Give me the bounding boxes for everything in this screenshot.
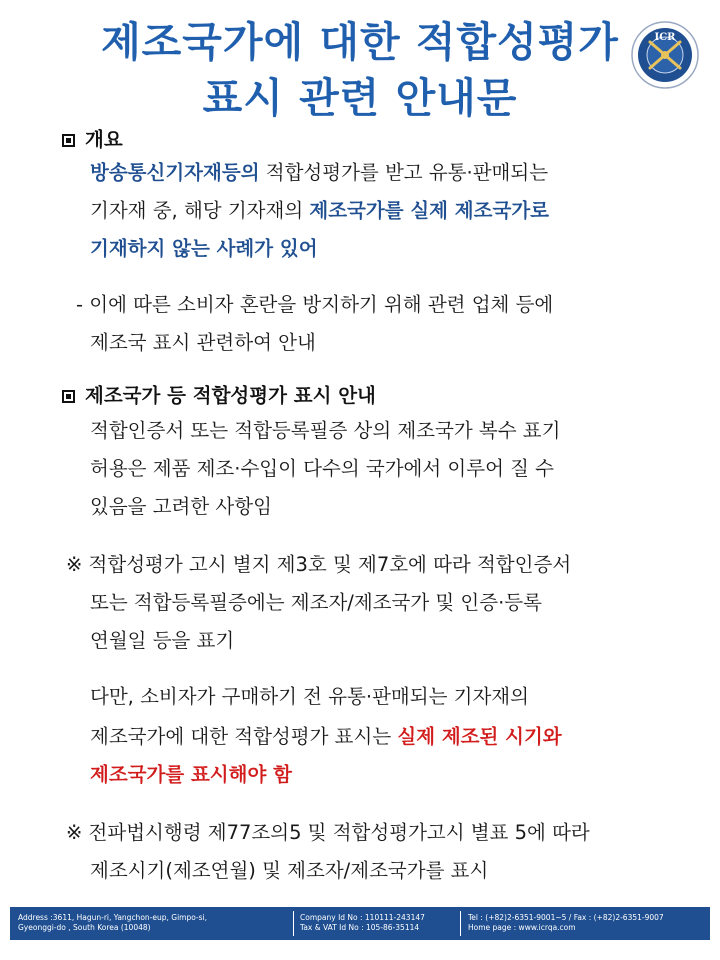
note2-line-2: 제조시기(제조연월) 및 제조자/제조국가를 표시 <box>90 859 489 882</box>
footer-company-ids: Company Id No : 110111-243147 Tax & VAT Id No : 105-86-35114 <box>300 913 425 932</box>
footer-divider <box>293 911 294 936</box>
footer-address: Address :3611, Hagun-ri, Yangchon-eup, Gimpo-si, Gyeonggi-do , South Korea (10048) <box>18 913 208 932</box>
icr-logo <box>630 20 700 90</box>
overview-sub-line-2: 제조국 표시 관련하여 안내 <box>90 331 316 354</box>
note1-line-2: 또는 적합등록필증에는 제조자/제조국가 및 인증·등록 <box>90 591 542 614</box>
square-bullet-icon <box>62 134 75 147</box>
however-line-2: 제조국가에 대한 적합성평가 표시는 실제 제조된 시기와 <box>90 725 562 748</box>
overview-line-3: 기재하지 않는 사례가 있어 <box>90 237 318 260</box>
logo-text: ICR <box>654 32 676 43</box>
however-line-3: 제조국가를 표시해야 함 <box>90 763 292 786</box>
overview-line-2: 기자재 중, 해당 기자재의 제조국가를 실제 제조국가로 <box>90 199 549 222</box>
footer-divider <box>460 911 461 936</box>
note1-line-1: ※ 적합성평가 고시 별지 제3호 및 제7호에 따라 적합인증서 <box>66 553 572 576</box>
section-heading-guide: 제조국가 등 적합성평가 표시 안내 <box>62 383 376 409</box>
guide-line-1: 적합인증서 또는 적합등록필증 상의 제조국가 복수 표기 <box>90 419 561 442</box>
homepage-link[interactable]: Home page : www.icrqa.com <box>468 923 576 932</box>
guide-line-2: 허용은 제품 제조·수입이 다수의 국가에서 이루어 질 수 <box>90 457 555 480</box>
however-line-1: 다만, 소비자가 구매하기 전 유통·판매되는 기자재의 <box>90 685 529 708</box>
page-title <box>0 14 720 126</box>
guide-line-3: 있음을 고려한 사항임 <box>90 495 272 518</box>
title-line-2: 표시 관련 안내문 <box>202 74 518 122</box>
square-bullet-icon <box>62 390 75 403</box>
title-line-1: 제조국가에 대한 적합성평가 <box>101 18 619 66</box>
overview-sub-line-1: - 이에 따른 소비자 혼란을 방지하기 위해 관련 업체 등에 <box>76 293 554 316</box>
footer-bar <box>10 907 710 940</box>
footer-contact: Tel : (+82)2-6351-9001~5 / Fax : (+82)2-6351-9007 Home page : www.icrqa.com <box>468 913 664 932</box>
note1-line-3: 연월일 등을 표기 <box>90 629 235 652</box>
note2-line-1: ※ 전파법시행령 제77조의5 및 적합성평가고시 별표 5에 따라 <box>66 821 590 844</box>
overview-line-1: 방송통신기자재등의 적합성평가를 받고 유통·판매되는 <box>90 161 549 184</box>
section-heading-overview: 개요 <box>62 127 123 153</box>
